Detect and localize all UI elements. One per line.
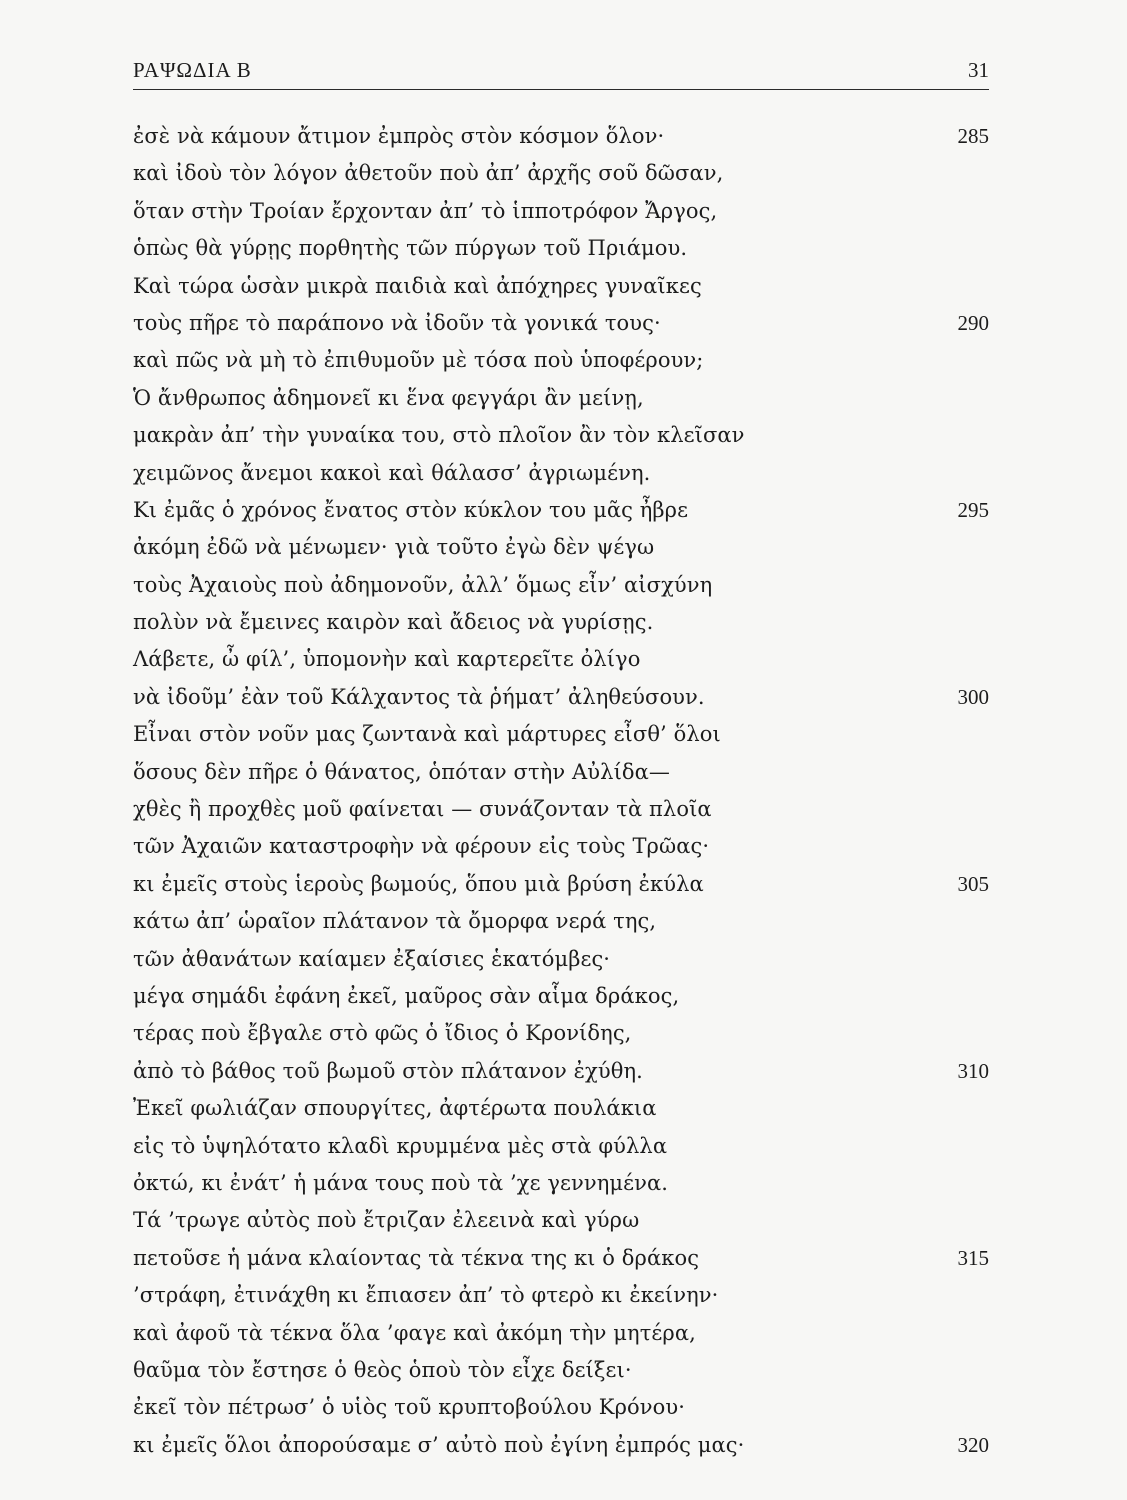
verse-text: κάτω ἀπ’ ὡραῖον πλάτανον τὰ ὄμορφα νερά της, bbox=[133, 909, 657, 934]
verse-line bbox=[133, 492, 989, 529]
verse-line bbox=[133, 791, 989, 828]
verse-text: ἀπὸ τὸ βάθος τοῦ βωμοῦ στὸν πλάτανον ἐχύθη. bbox=[133, 1058, 643, 1083]
verse-text: τοὺς πῆρε τὸ παράπονο νὰ ἰδοῦν τὰ γονικά τους· bbox=[133, 310, 661, 335]
verse-line bbox=[133, 679, 989, 716]
verse-text: Τά ’τρωγε αὐτὸς ποὺ ἔτριζαν ἐλεεινὰ καὶ γύρω bbox=[133, 1208, 640, 1233]
verse-line bbox=[133, 828, 989, 865]
verse-line bbox=[133, 230, 989, 267]
verse-line bbox=[133, 1277, 989, 1314]
line-number: 315 bbox=[957, 1245, 989, 1270]
verse-line bbox=[133, 1015, 989, 1052]
verse-text: Λάβετε, ὦ φίλ’, ὑπομονὴν καὶ καρτερεῖτε ὀλίγο bbox=[133, 647, 641, 672]
header-rule bbox=[133, 89, 989, 90]
verse-line bbox=[133, 118, 989, 155]
chapter-title: ΡΑΨΩΔΙΑ Β bbox=[133, 58, 252, 82]
verse-text: μακρὰν ἀπ’ τὴν γυναίκα του, στὸ πλοῖον ἂν τὸν κλεῖσαν bbox=[133, 423, 745, 448]
line-number: 285 bbox=[957, 124, 989, 148]
verse-text: τῶν Ἀχαιῶν καταστροφὴν νὰ φέρουν εἰς τοὺς Τρῶας· bbox=[133, 834, 710, 859]
verse-text: τέρας ποὺ ἔβγαλε στὸ φῶς ὁ ἴδιος ὁ Κρονίδης, bbox=[133, 1021, 632, 1046]
verse-text: κι ἐμεῖς ὅλοι ἀπορούσαμε σ’ αὐτὸ ποὺ ἐγίνη ἐμπρός μας· bbox=[133, 1432, 745, 1457]
verse-text: εἰς τὸ ὑψηλότατο κλαδὶ κρυμμένα μὲς στὰ φύλλα bbox=[133, 1133, 668, 1158]
verse-text: ὀκτώ, κι ἐνάτ’ ἡ μάνα τους ποὺ τὰ ’χε γεννημένα. bbox=[133, 1170, 669, 1195]
verse-text: πετοῦσε ἡ μάνα κλαίοντας τὰ τέκνα της κι ὁ δράκος bbox=[133, 1245, 700, 1270]
verse-text: καὶ πῶς νὰ μὴ τὸ ἐπιθυμοῦν μὲ τόσα ποὺ ὑποφέρουν; bbox=[133, 348, 704, 373]
verse-line bbox=[133, 1315, 989, 1352]
line-number: 295 bbox=[957, 497, 989, 522]
line-number: 320 bbox=[957, 1432, 989, 1457]
verse-line bbox=[133, 417, 989, 454]
verse-line bbox=[133, 342, 989, 379]
verse-line bbox=[133, 1427, 989, 1464]
page-number: 31 bbox=[968, 58, 989, 82]
verse-line bbox=[133, 604, 989, 641]
verse-text: ὁπὼς θὰ γύρῃς πορθητὴς τῶν πύργων τοῦ Πριάμου. bbox=[133, 236, 688, 261]
verse-line bbox=[133, 641, 989, 678]
verse-text: μέγα σημάδι ἐφάνη ἐκεῖ, μαῦρος σὰν αἷμα δράκος, bbox=[133, 983, 680, 1008]
verse-text: ’στράφη, ἐτινάχθη κι ἔπιασεν ἀπ’ τὸ φτερὸ κι ἐκείνην· bbox=[133, 1283, 719, 1308]
verse-text: χειμῶνος ἄνεμοι κακοὶ καὶ θάλασσ’ ἀγριωμένη. bbox=[133, 460, 651, 485]
verse-line bbox=[133, 1389, 989, 1426]
line-number: 305 bbox=[957, 871, 989, 896]
verse-text: τῶν ἀθανάτων καίαμεν ἐξαίσιες ἑκατόμβες· bbox=[133, 946, 611, 971]
verse-line bbox=[133, 903, 989, 940]
verse-text: καὶ ἀφοῦ τὰ τέκνα ὅλα ’φαγε καὶ ἀκόμη τὴν μητέρα, bbox=[133, 1320, 696, 1345]
verse-line bbox=[133, 567, 989, 604]
verse-text: καὶ ἰδοὺ τὸν λόγον ἀθετοῦν ποὺ ἀπ’ ἀρχῆς σοῦ δῶσαν, bbox=[133, 161, 724, 186]
line-number: 290 bbox=[957, 310, 989, 335]
verse-line bbox=[133, 1090, 989, 1127]
verse-text: ἀκόμη ἐδῶ νὰ μένωμεν· γιὰ τοῦτο ἐγὼ δὲν ψέγω bbox=[133, 535, 655, 560]
verse-text: νὰ ἰδοῦμ’ ἐὰν τοῦ Κάλχαντος τὰ ῥήματ’ ἀληθεύσουν. bbox=[133, 684, 705, 709]
verse-line bbox=[133, 978, 989, 1015]
verse-line bbox=[133, 1352, 989, 1389]
verse-line bbox=[133, 455, 989, 492]
verse-line bbox=[133, 1240, 989, 1277]
verse-line bbox=[133, 155, 989, 192]
verse-line bbox=[133, 380, 989, 417]
verse-text: ἐσὲ νὰ κάμουν ἄτιμον ἐμπρὸς στὸν κόσμον ὅλον· bbox=[133, 124, 665, 148]
verse-text: χθὲς ἢ προχθὲς μοῦ φαίνεται — συνάζονταν τὰ πλοῖα bbox=[133, 797, 712, 822]
verse-text: ὅταν στὴν Τροίαν ἔρχονταν ἀπ’ τὸ ἱπποτρόφον Ἄργος, bbox=[133, 198, 718, 223]
verse-text: Κι ἐμᾶς ὁ χρόνος ἔνατος στὸν κύκλον του μᾶς ἦβρε bbox=[133, 497, 689, 522]
verse-line bbox=[133, 716, 989, 753]
verse-line bbox=[133, 193, 989, 230]
running-header bbox=[133, 52, 989, 88]
verse-text: πολὺν νὰ ἔμεινες καιρὸν καὶ ἄδειος νὰ γυρίσῃς. bbox=[133, 610, 654, 635]
verse-line bbox=[133, 1128, 989, 1165]
verse-line bbox=[133, 268, 989, 305]
line-number: 300 bbox=[957, 684, 989, 709]
verse-text: Ὁ ἄνθρωπος ἀδημονεῖ κι ἕνα φεγγάρι ἂν μείνῃ, bbox=[133, 385, 644, 410]
verse-line bbox=[133, 529, 989, 566]
verse-text: θαῦμα τὸν ἔστησε ὁ θεὸς ὁποὺ τὸν εἶχε δείξει· bbox=[133, 1357, 632, 1382]
verse-line bbox=[133, 1202, 989, 1239]
verse-text: ὅσους δὲν πῆρε ὁ θάνατος, ὁπόταν στὴν Αὐλίδα— bbox=[133, 759, 671, 784]
verse-line bbox=[133, 1053, 989, 1090]
verse-line bbox=[133, 754, 989, 791]
verse-text: τοὺς Ἀχαιοὺς ποὺ ἀδημονοῦν, ἀλλ’ ὅμως εἶν’ αἰσχύνη bbox=[133, 572, 713, 597]
verse-block bbox=[133, 118, 989, 1464]
line-number: 310 bbox=[957, 1058, 989, 1083]
verse-line bbox=[133, 1165, 989, 1202]
verse-text: Καὶ τώρα ὡσὰν μικρὰ παιδιὰ καὶ ἀπόχηρες γυναῖκες bbox=[133, 273, 702, 298]
verse-text: Εἶναι στὸν νοῦν μας ζωντανὰ καὶ μάρτυρες εἶσθ’ ὅλοι bbox=[133, 722, 721, 747]
verse-line bbox=[133, 941, 989, 978]
verse-line bbox=[133, 866, 989, 903]
verse-text: Ἐκεῖ φωλιάζαν σπουργίτες, ἀφτέρωτα πουλάκια bbox=[133, 1096, 657, 1121]
verse-text: ἐκεῖ τὸν πέτρωσ’ ὁ υἱὸς τοῦ κρυπτοβούλου Κρόνου· bbox=[133, 1395, 686, 1420]
verse-line bbox=[133, 305, 989, 342]
verse-text: κι ἐμεῖς στοὺς ἱεροὺς βωμούς, ὅπου μιὰ βρύση ἐκύλα bbox=[133, 871, 704, 896]
